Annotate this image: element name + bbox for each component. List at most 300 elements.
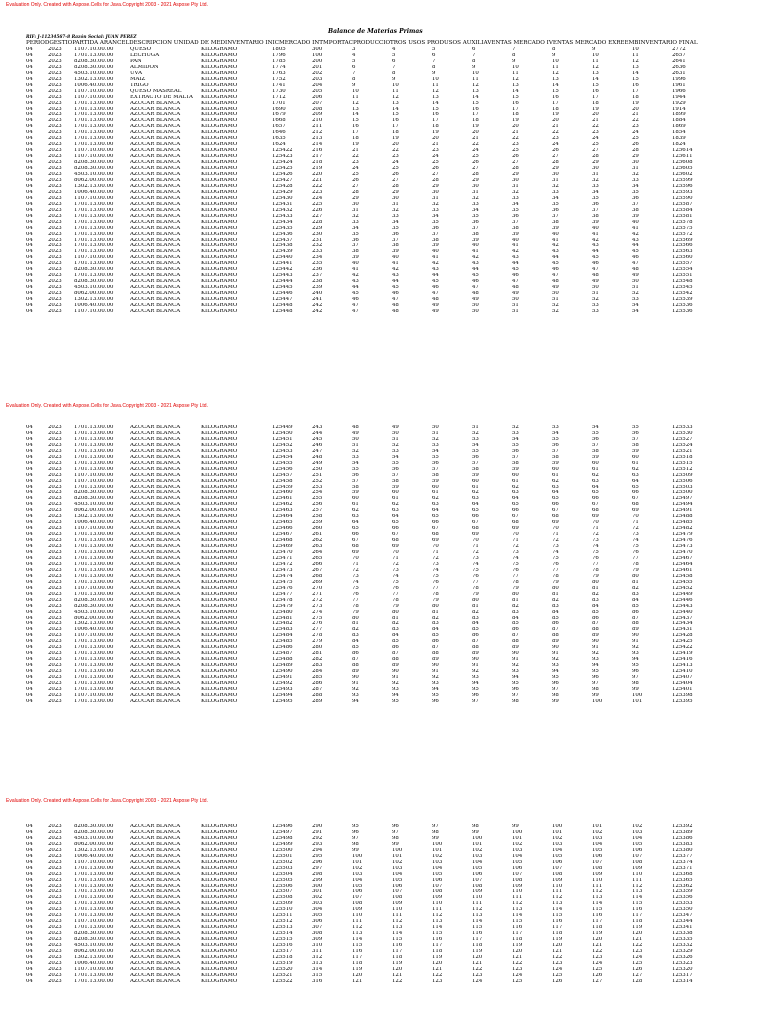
table-cell: 125427 xyxy=(272,177,293,183)
table-cell: 1914 xyxy=(672,106,686,112)
table-cell: 04 xyxy=(26,136,33,142)
table-cell: 120 xyxy=(352,972,363,978)
table-cell: 2023 xyxy=(48,835,62,841)
table-cell: 2023 xyxy=(48,502,62,508)
table-cell: 17 xyxy=(632,88,639,94)
table-cell: 99 xyxy=(592,692,599,698)
table-cell: KILOGRAMO xyxy=(201,645,238,651)
table-cell: 242 xyxy=(312,302,323,308)
table-cell: AZUCAR BLANCA xyxy=(130,841,181,847)
table-cell: AZUCAR BLANCA xyxy=(130,651,181,657)
table-cell: 78 xyxy=(432,591,439,597)
table-cell: 103 xyxy=(552,841,563,847)
table-cell: 54 xyxy=(472,442,479,448)
table-cell: 125502 xyxy=(272,859,293,865)
table-cell: 67 xyxy=(552,508,559,514)
table-cell: 125371 xyxy=(672,865,693,871)
table-cell: 125445 xyxy=(272,285,293,291)
table-cell: 2023 xyxy=(48,943,62,949)
table-cell: 2023 xyxy=(48,669,62,675)
table-cell: 125416 xyxy=(672,657,693,663)
table-cell: KILOGRAMO xyxy=(201,76,238,82)
table-cell: 79 xyxy=(472,591,479,597)
table-cell: AZUCAR BLANCA xyxy=(130,889,181,895)
table-cell: 245 xyxy=(312,436,323,442)
table-cell: 26 xyxy=(632,142,639,148)
table-cell: 309 xyxy=(312,937,323,943)
table-cell: 4503.10.00.00 xyxy=(74,285,114,291)
table-cell: 04 xyxy=(26,585,33,591)
table-cell: 233 xyxy=(312,249,323,255)
table-cell: 125442 xyxy=(272,267,293,273)
table-cell: 2023 xyxy=(48,621,62,627)
table-cell: 8208.30.00.00 xyxy=(74,267,114,273)
table-cell: 35 xyxy=(432,219,439,225)
table-cell: 125499 xyxy=(272,841,293,847)
table-cell: 47 xyxy=(632,261,639,267)
table-cell: 104 xyxy=(592,841,603,847)
table-cell: 217 xyxy=(312,154,323,160)
table-cell: 48 xyxy=(392,308,399,314)
table-cell: 61 xyxy=(512,478,519,484)
table-cell: 125451 xyxy=(272,436,293,442)
table-cell: 45 xyxy=(592,255,599,261)
table-cell: 30 xyxy=(432,189,439,195)
table-cell: 1107.10.00.00 xyxy=(74,859,114,865)
table-cell: 2023 xyxy=(48,142,62,148)
table-cell: 255 xyxy=(312,496,323,502)
table-cell: 125506 xyxy=(672,478,693,484)
table-cell: 125431 xyxy=(672,627,693,633)
table-cell: 103 xyxy=(472,853,483,859)
table-cell: AZUCAR BLANCA xyxy=(130,130,181,136)
table-cell: 04 xyxy=(26,195,33,201)
table-cell: KILOGRAMO xyxy=(201,478,238,484)
table-cell: 125443 xyxy=(672,603,693,609)
table-cell: AZUCAR BLANCA xyxy=(130,639,181,645)
table-cell: 43 xyxy=(592,243,599,249)
table-cell: AZUCAR BLANCA xyxy=(130,118,181,124)
table-cell: 46 xyxy=(392,291,399,297)
table-cell: AZUCAR BLANCA xyxy=(130,124,181,130)
table-cell: 106 xyxy=(432,877,443,883)
table-cell: 54 xyxy=(352,460,359,466)
table-cell: 19 xyxy=(352,142,359,148)
table-cell: 12 xyxy=(392,94,399,100)
table-cell: 77 xyxy=(632,555,639,561)
table-cell: KILOGRAMO xyxy=(201,154,238,160)
table-cell: 8208.30.00.00 xyxy=(74,829,114,835)
table-cell: 117 xyxy=(472,937,483,943)
table-cell: 63 xyxy=(632,472,639,478)
table-cell: 88 xyxy=(552,633,559,639)
table-cell: 303 xyxy=(312,901,323,907)
table-cell: 92 xyxy=(632,645,639,651)
table-cell: 109 xyxy=(352,907,363,913)
table-cell: 69 xyxy=(472,532,479,538)
table-cell: 1701.13.00.00 xyxy=(74,466,114,472)
table-cell: 1701.13.00.00 xyxy=(74,436,114,442)
table-cell: 118 xyxy=(472,943,483,949)
table-cell: 230 xyxy=(312,231,323,237)
table-cell: 125462 xyxy=(272,502,293,508)
table-cell: 227 xyxy=(312,213,323,219)
taxpayer-line: RIF: J-11234567-8 Razón Social: JUAN PEREZ xyxy=(26,35,137,40)
table-cell: KILOGRAMO xyxy=(201,603,238,609)
table-cell: 63 xyxy=(592,478,599,484)
table-cell: 50 xyxy=(552,291,559,297)
table-cell: 5 xyxy=(392,52,396,58)
table-cell: 1701.13.00.00 xyxy=(74,865,114,871)
table-cell: KILOGRAMO xyxy=(201,172,238,178)
table-cell: 41 xyxy=(432,255,439,261)
table-cell: 95 xyxy=(392,698,399,704)
table-cell: 112 xyxy=(592,889,603,895)
table-cell: 117 xyxy=(552,925,563,931)
table-cell: 125602 xyxy=(672,172,693,178)
table-cell: 98 xyxy=(552,692,559,698)
table-cell: 90 xyxy=(352,675,359,681)
table-cell: 107 xyxy=(592,859,603,865)
table-cell: 125329 xyxy=(672,949,693,955)
table-cell: AZUCAR BLANCA xyxy=(130,213,181,219)
table-cell: 86 xyxy=(592,615,599,621)
table-cell: 79 xyxy=(592,573,599,579)
table-cell: 66 xyxy=(472,514,479,520)
table-cell: 77 xyxy=(472,579,479,585)
table-cell: 78 xyxy=(392,597,399,603)
table-cell: 1752 xyxy=(272,76,286,82)
table-cell: 94 xyxy=(432,686,439,692)
table-cell: KILOGRAMO xyxy=(201,847,238,853)
table-cell: 125503 xyxy=(672,484,693,490)
table-cell: 101 xyxy=(392,853,403,859)
table-cell: 8062.00.00.00 xyxy=(74,291,114,297)
table-cell: KILOGRAMO xyxy=(201,508,238,514)
table-cell: 106 xyxy=(592,853,603,859)
table-cell: 112 xyxy=(392,919,403,925)
table-cell: 125484 xyxy=(272,633,293,639)
table-cell: 34 xyxy=(592,189,599,195)
table-cell: 52 xyxy=(392,442,399,448)
table-cell: 14 xyxy=(552,82,559,88)
table-cell: 107 xyxy=(352,895,363,901)
table-cell: 8208.30.00.00 xyxy=(74,603,114,609)
table-cell: 2023 xyxy=(48,966,62,972)
table-cell: 04 xyxy=(26,692,33,698)
table-cell: 45 xyxy=(472,273,479,279)
table-cell: 12 xyxy=(512,76,519,82)
table-cell: 04 xyxy=(26,82,33,88)
table-cell: 04 xyxy=(26,954,33,960)
table-cell: 2023 xyxy=(48,112,62,118)
table-cell: 92 xyxy=(592,651,599,657)
table-cell: 118 xyxy=(512,937,523,943)
table-cell: 1701.13.00.00 xyxy=(74,550,114,556)
table-cell: 104 xyxy=(352,877,363,883)
table-cell: AZUCAR BLANCA xyxy=(130,943,181,949)
table-cell: AZUCAR BLANCA xyxy=(130,154,181,160)
table-cell: 273 xyxy=(312,603,323,609)
table-cell: 15 xyxy=(432,106,439,112)
table-cell: 87 xyxy=(472,639,479,645)
table-cell: 111 xyxy=(392,913,403,919)
table-cell: 18 xyxy=(392,130,399,136)
table-cell: 55 xyxy=(592,430,599,436)
table-cell: 28 xyxy=(472,172,479,178)
table-cell: 87 xyxy=(352,657,359,663)
table-cell: 101 xyxy=(352,859,363,865)
table-cell: AZUCAR BLANCA xyxy=(130,871,181,877)
table-cell: 34 xyxy=(512,201,519,207)
table-cell: 42 xyxy=(552,243,559,249)
table-cell: 04 xyxy=(26,47,33,52)
table-cell: 1884 xyxy=(672,118,686,124)
table-cell: 88 xyxy=(432,651,439,657)
table-cell: 61 xyxy=(552,472,559,478)
table-cell: 04 xyxy=(26,472,33,478)
table-cell: 113 xyxy=(352,931,363,937)
table-cell: 2023 xyxy=(48,249,62,255)
table-cell: 81 xyxy=(472,603,479,609)
table-cell: 85 xyxy=(472,627,479,633)
table-cell: 57 xyxy=(512,454,519,460)
table-cell: 39 xyxy=(432,243,439,249)
table-cell: 63 xyxy=(552,484,559,490)
table-cell: AZUCAR BLANCA xyxy=(130,195,181,201)
table-cell: 118 xyxy=(352,960,363,966)
table-cell: KILOGRAMO xyxy=(201,526,238,532)
table-cell: 204 xyxy=(312,82,323,88)
table-cell: AZUCAR BLANCA xyxy=(130,502,181,508)
table-cell: 04 xyxy=(26,883,33,889)
table-cell: 04 xyxy=(26,663,33,669)
table-cell: 7 xyxy=(432,58,436,64)
table-cell: 205 xyxy=(312,88,323,94)
table-cell: 125440 xyxy=(272,255,293,261)
table-cell: 125578 xyxy=(672,219,693,225)
table-cell: 2023 xyxy=(48,172,62,178)
table-cell: 04 xyxy=(26,966,33,972)
table-cell: KILOGRAMO xyxy=(201,829,238,835)
table-cell: 45 xyxy=(432,279,439,285)
table-cell: 65 xyxy=(392,520,399,526)
table-cell: 115 xyxy=(592,907,603,913)
table-cell: 125489 xyxy=(272,663,293,669)
table-cell: 119 xyxy=(392,960,403,966)
table-cell: 9 xyxy=(512,58,516,64)
table-cell: 125458 xyxy=(672,573,693,579)
table-cell: AZUCAR BLANCA xyxy=(130,550,181,556)
table-cell: 122 xyxy=(512,960,523,966)
table-cell: 13 xyxy=(632,64,639,70)
table-cell: 101 xyxy=(592,824,603,829)
table-cell: AZUCAR BLANCA xyxy=(130,166,181,172)
table-cell: AZUCAR BLANCA xyxy=(130,603,181,609)
table-cell: 54 xyxy=(552,430,559,436)
table-cell: 69 xyxy=(592,514,599,520)
table-cell: 107 xyxy=(632,853,643,859)
table-cell: 2772 xyxy=(672,47,686,52)
table-cell: 1701.13.00.00 xyxy=(74,100,114,106)
table-cell: 1701.13.00.00 xyxy=(74,448,114,454)
table-cell: KILOGRAMO xyxy=(201,160,238,166)
table-cell: 100 xyxy=(392,847,403,853)
table-cell: 1701.13.00.00 xyxy=(74,118,114,124)
table-cell: 125496 xyxy=(272,824,293,829)
table-cell: 1006.40.00.00 xyxy=(74,189,114,195)
table-cell: 43 xyxy=(472,261,479,267)
table-cell: 43 xyxy=(512,255,519,261)
table-cell: 125512 xyxy=(272,919,293,925)
table-cell: 2023 xyxy=(48,106,62,112)
table-cell: 2023 xyxy=(48,901,62,907)
table-cell: AZUCAR BLANCA xyxy=(130,907,181,913)
table-cell: 51 xyxy=(432,430,439,436)
table-cell: 2636 xyxy=(672,64,686,70)
table-cell: AZUCAR BLANCA xyxy=(130,960,181,966)
table-cell: KILOGRAMO xyxy=(201,686,238,692)
table-cell: 21 xyxy=(472,136,479,142)
table-cell: 56 xyxy=(392,466,399,472)
table-cell: 121 xyxy=(512,954,523,960)
table-cell: 71 xyxy=(472,544,479,550)
table-cell: 80 xyxy=(432,603,439,609)
table-cell: 39 xyxy=(632,213,639,219)
table-cell: 04 xyxy=(26,160,33,166)
table-cell: 8062.00.00.00 xyxy=(74,949,114,955)
table-cell: 62 xyxy=(432,496,439,502)
table-cell: 8 xyxy=(352,76,356,82)
table-cell: 13 xyxy=(432,94,439,100)
table-cell: 125422 xyxy=(672,645,693,651)
table-cell: 125545 xyxy=(672,285,693,291)
table-cell: 62 xyxy=(472,490,479,496)
table-cell: 87 xyxy=(552,627,559,633)
table-cell: 1302.13.00.00 xyxy=(74,954,114,960)
table-cell: AZUCAR BLANCA xyxy=(130,183,181,189)
table-cell: 203 xyxy=(312,76,323,82)
table-cell: 104 xyxy=(632,835,643,841)
table-cell: 04 xyxy=(26,70,33,76)
table-cell: 220 xyxy=(312,172,323,178)
table-cell: 19 xyxy=(392,136,399,142)
table-cell: 92 xyxy=(472,669,479,675)
table-cell: 231 xyxy=(312,237,323,243)
table-cell: 1701.13.00.00 xyxy=(74,567,114,573)
table-cell: 04 xyxy=(26,508,33,514)
table-cell: 04 xyxy=(26,561,33,567)
table-cell: 04 xyxy=(26,273,33,279)
table-cell: 04 xyxy=(26,496,33,502)
table-cell: 113 xyxy=(552,901,563,907)
table-cell: 2023 xyxy=(48,972,62,978)
table-cell: 125446 xyxy=(672,597,693,603)
table-cell: 92 xyxy=(352,686,359,692)
table-cell: 04 xyxy=(26,841,33,847)
table-cell: KILOGRAMO xyxy=(201,273,238,279)
table-cell: 04 xyxy=(26,949,33,955)
table-cell: 68 xyxy=(392,538,399,544)
table-cell: 61 xyxy=(352,502,359,508)
table-cell: 2023 xyxy=(48,960,62,966)
table-cell: 2023 xyxy=(48,663,62,669)
table-cell: 105 xyxy=(352,883,363,889)
table-cell: 36 xyxy=(552,207,559,213)
table-cell: KILOGRAMO xyxy=(201,514,238,520)
table-cell: 47 xyxy=(592,267,599,273)
table-cell: 04 xyxy=(26,627,33,633)
table-cell: 1701.13.00.00 xyxy=(74,972,114,978)
table-cell: 98 xyxy=(632,680,639,686)
table-cell: 125486 xyxy=(272,645,293,651)
table-cell: 114 xyxy=(592,901,603,907)
table-row xyxy=(26,699,726,705)
table-cell: AZUCAR BLANCA xyxy=(130,267,181,273)
table-cell: 31 xyxy=(392,201,399,207)
table-cell: 04 xyxy=(26,430,33,436)
table-cell: 1701.13.00.00 xyxy=(74,680,114,686)
table-cell: 115 xyxy=(552,913,563,919)
table-cell: 125482 xyxy=(272,621,293,627)
table-cell: 87 xyxy=(632,615,639,621)
table-cell: 85 xyxy=(432,633,439,639)
table-cell: 282 xyxy=(312,657,323,663)
table-cell: 04 xyxy=(26,183,33,189)
table-cell: 75 xyxy=(592,550,599,556)
table-cell: AZUCAR BLANCA xyxy=(130,579,181,585)
table-cell: 04 xyxy=(26,609,33,615)
table-cell: 253 xyxy=(312,484,323,490)
table-cell: 39 xyxy=(552,225,559,231)
table-cell: AZUCAR BLANCA xyxy=(130,448,181,454)
table-cell: AZUCAR BLANCA xyxy=(130,478,181,484)
table-cell: 22 xyxy=(472,142,479,148)
table-cell: 42 xyxy=(352,273,359,279)
table-cell: 39 xyxy=(352,255,359,261)
table-cell: 18 xyxy=(472,118,479,124)
table-cell: 1107.10.00.00 xyxy=(74,148,114,154)
table-cell: KILOGRAMO xyxy=(201,520,238,526)
table-cell: 24 xyxy=(432,154,439,160)
table-cell: 55 xyxy=(432,454,439,460)
table-cell: KILOGRAMO xyxy=(201,442,238,448)
table-cell: 1854 xyxy=(672,130,686,136)
table-cell: 27 xyxy=(472,166,479,172)
table-cell: 2023 xyxy=(48,154,62,160)
table-cell: KILOGRAMO xyxy=(201,824,238,829)
table-cell: 2023 xyxy=(48,633,62,639)
table-cell: 82 xyxy=(392,621,399,627)
table-cell: 84 xyxy=(592,603,599,609)
table-cell: 89 xyxy=(392,663,399,669)
table-cell: AZUCAR BLANCA xyxy=(130,627,181,633)
table-cell: AZUCAR BLANCA xyxy=(130,698,181,704)
table-cell: 2023 xyxy=(48,544,62,550)
table-cell: 15 xyxy=(592,82,599,88)
table-cell: MAIZ xyxy=(130,76,146,82)
table-cell: 264 xyxy=(312,550,323,556)
table-cell: 122 xyxy=(432,972,443,978)
table-cell: 38 xyxy=(392,243,399,249)
table-cell: 75 xyxy=(392,579,399,585)
table-cell: 8 xyxy=(432,64,436,70)
table-cell: KILOGRAMO xyxy=(201,64,238,70)
table-cell: 97 xyxy=(592,680,599,686)
table-cell: 46 xyxy=(432,285,439,291)
table-cell: 1107.10.00.00 xyxy=(74,154,114,160)
table-cell: 125443 xyxy=(272,273,293,279)
